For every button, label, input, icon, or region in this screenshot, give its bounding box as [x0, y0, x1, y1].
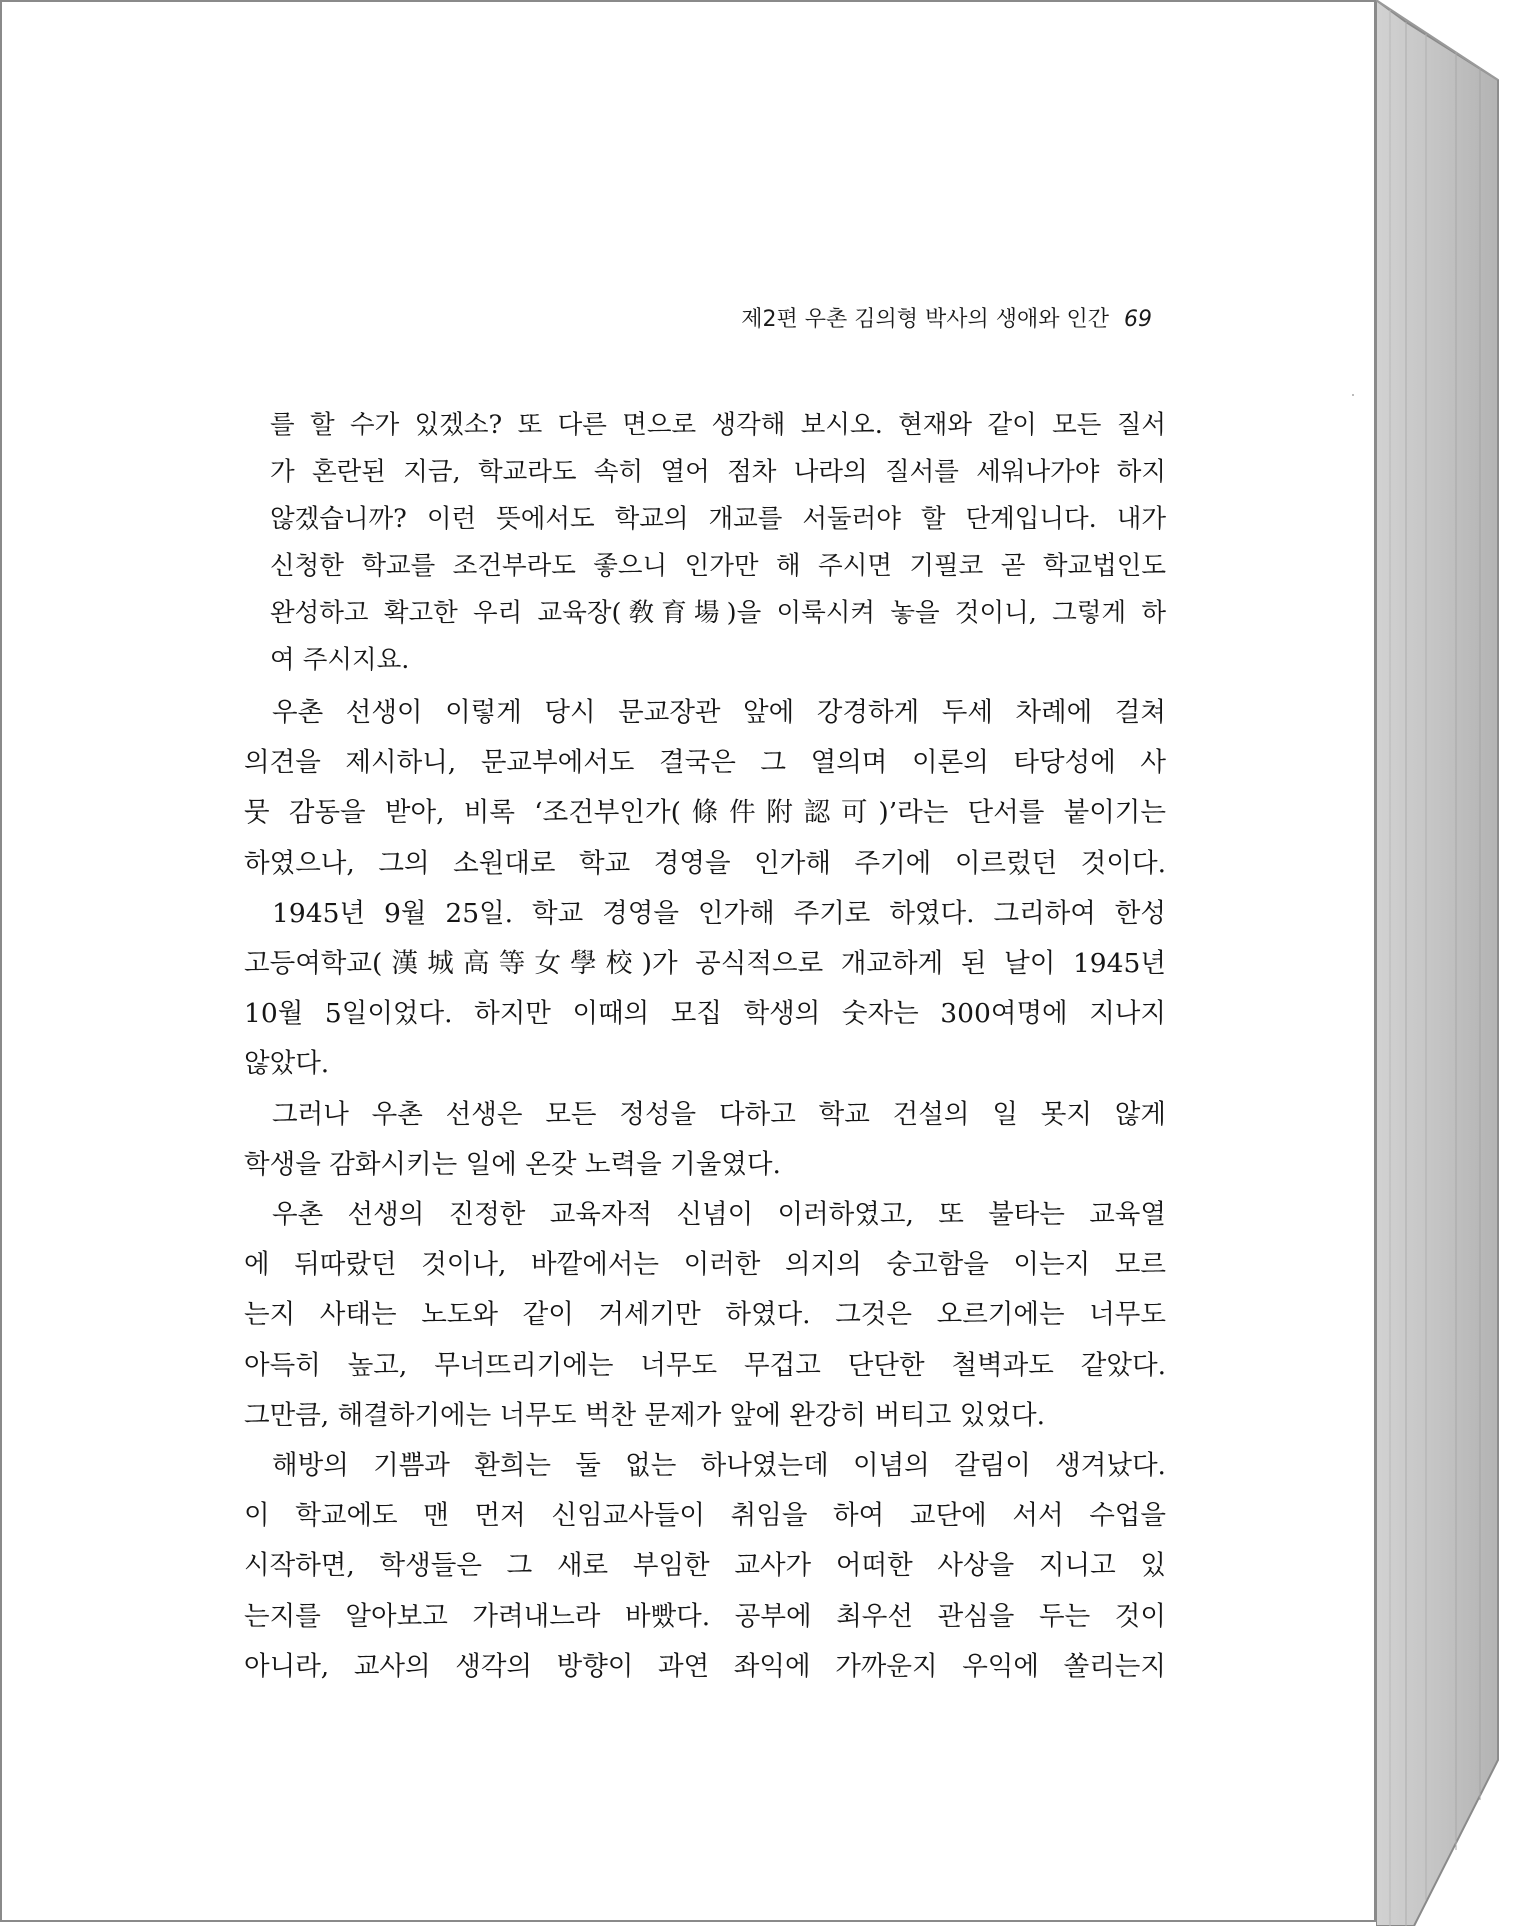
body-line: 에 뒤따랐던 것이나, 바깥에서는 이러한 의지의 숭고함을 이는지 모르: [244, 1249, 1166, 1281]
body-line: 1945년 9월 25일. 학교 경영을 인가해 주기로 하였다. 그리하여 한성: [272, 897, 1166, 929]
scan-speck: [1352, 394, 1354, 396]
quote-line: 신청한 학교를 조건부라도 좋으니 인가만 해 주시면 기필코 곧 학교법인도: [270, 551, 1166, 581]
page-number: 69: [1124, 307, 1152, 332]
body-line: 아득히 높고, 무너뜨리기에는 너무도 무겁고 단단한 철벽과도 같았다.: [244, 1349, 1166, 1381]
body-line: 는지를 알아보고 가려내느라 바빴다. 공부에 최우선 관심을 두는 것이: [244, 1600, 1166, 1632]
body-line: 우촌 선생의 진정한 교육자적 신념이 이러하였고, 또 불타는 교육열: [272, 1199, 1166, 1231]
body-line: 해방의 기쁨과 환희는 둘 없는 하나였는데 이념의 갈림이 생겨났다.: [272, 1450, 1166, 1482]
body-line: 는지 사태는 노도와 같이 거세기만 하였다. 그것은 오르기에는 너무도: [244, 1299, 1166, 1331]
body-text: [244, 688, 1166, 1692]
quote-line: 가 혼란된 지금, 학교라도 속히 열어 점차 나라의 질서를 세워나가야 하지: [270, 457, 1166, 487]
body-line: 그러나 우촌 선생은 모든 정성을 다하고 학교 건설의 일 못지 않게: [272, 1098, 1166, 1130]
quoted-speech-block: [270, 402, 1166, 684]
body-line: 하였으나, 그의 소원대로 학교 경영을 인가해 주기에 이르렀던 것이다.: [244, 847, 1166, 879]
book-block-edge: [1376, 0, 1522, 1926]
body-line: 시작하면, 학생들은 그 새로 부임한 교사가 어떠한 사상을 지니고 있: [244, 1550, 1166, 1582]
page-stack-graphic: [1376, 0, 1522, 1926]
body-line: 그만큼, 해결하기에는 너무도 벅찬 문제가 앞에 완강히 버티고 있었다.: [244, 1399, 1046, 1431]
body-line: 않았다.: [244, 1048, 330, 1080]
quote-line: 완성하고 확고한 우리 교육장(敎育場)을 이룩시켜 놓을 것이니, 그렇게 하: [270, 598, 1166, 628]
body-line: 학생을 감화시키는 일에 온갖 노력을 기울였다.: [244, 1148, 781, 1180]
body-line: 의견을 제시하니, 문교부에서도 결국은 그 열의며 이론의 타당성에 사: [244, 747, 1166, 779]
running-header: [692, 302, 1152, 333]
quote-line: 를 할 수가 있겠소? 또 다른 면으로 생각해 보시오. 현재와 같이 모든 질서: [270, 410, 1166, 440]
body-line: 고등여학교(漢城高等女學校)가 공식적으로 개교하게 된 날이 1945년: [244, 948, 1166, 980]
body-line: 아니라, 교사의 생각의 방향이 과연 좌익에 가까운지 우익에 쏠리는지: [244, 1650, 1166, 1682]
body-line: 뭇 감동을 받아, 비록 ‘조건부인가(條件附認可)’라는 단서를 붙이기는: [244, 797, 1166, 829]
quote-line: 않겠습니까? 이런 뜻에서도 학교의 개교를 서둘러야 할 단계입니다. 내가: [270, 504, 1166, 534]
body-line: 10월 5일이었다. 하지만 이때의 모집 학생의 숫자는 300여명에 지나지: [244, 998, 1166, 1030]
body-line: 이 학교에도 맨 먼저 신임교사들이 취임을 하여 교단에 서서 수업을: [244, 1500, 1166, 1532]
running-header-title: 제2편 우촌 김의형 박사의 생애와 인간: [741, 307, 1109, 332]
quote-line: 여 주시지요.: [270, 645, 410, 675]
body-line: 우촌 선생이 이렇게 당시 문교장관 앞에 강경하게 두세 차례에 걸쳐: [272, 697, 1166, 728]
